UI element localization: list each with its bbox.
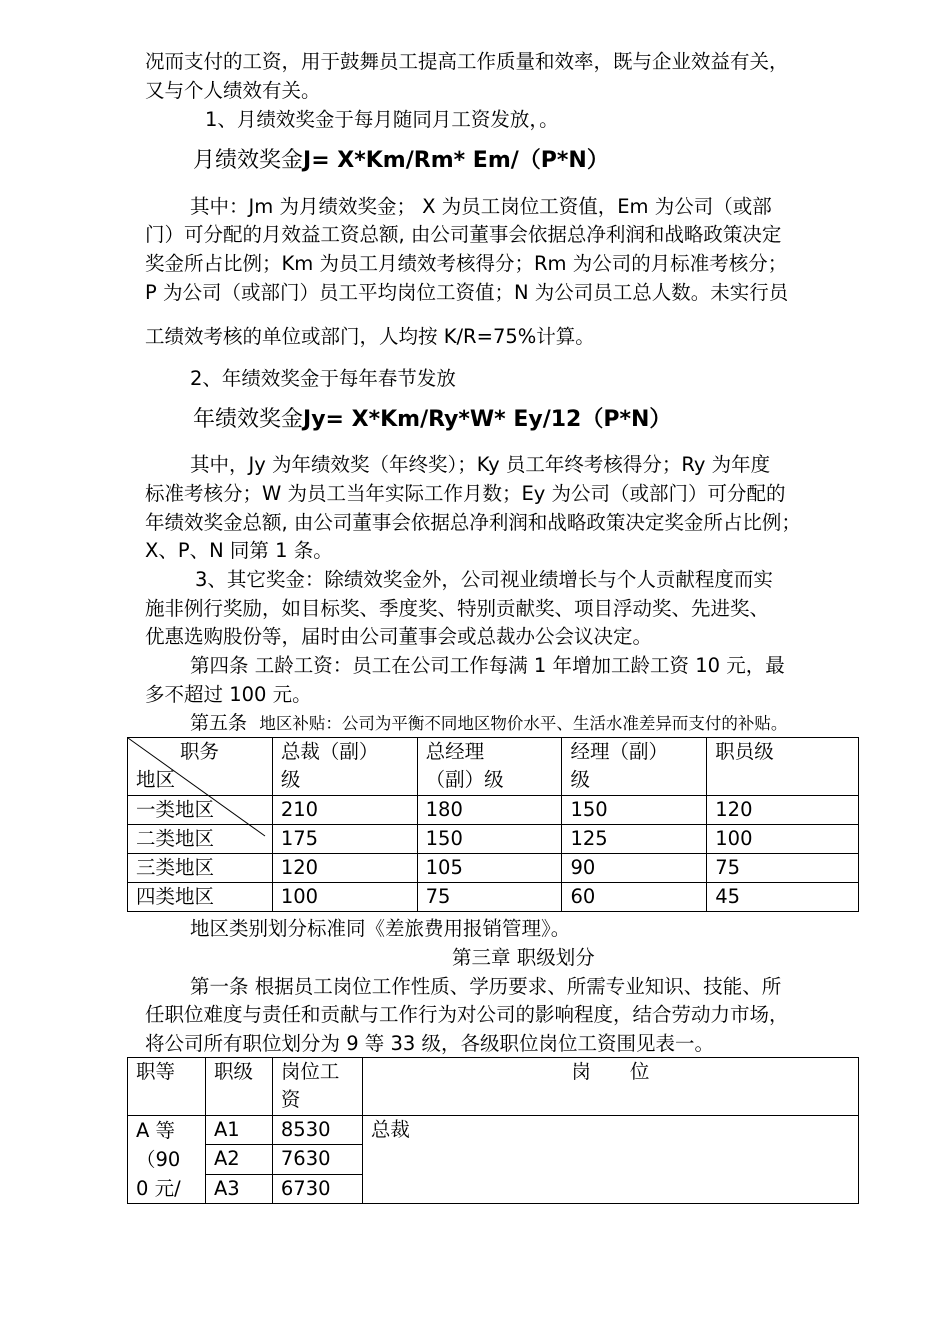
table-row: [128, 854, 859, 883]
position-cell: 总裁: [362, 1116, 858, 1204]
text-line: 地区类别划分标准同《差旅费用报销管理》。: [190, 917, 571, 940]
text-line: P 为公司（或部门）员工平均岗位工资值；N 为公司员工总人数。未实行员: [145, 281, 789, 304]
text-line: 任职位难度与责任和贡献与工作行为对公司的影响程度，结合劳动力市场，: [145, 1003, 789, 1026]
diagonal-line: [128, 738, 273, 838]
table-cell: 60: [562, 883, 707, 912]
text-line: 多不超过 100 元。: [145, 683, 312, 706]
row-label: 四类地区: [128, 883, 273, 912]
column-header: 岗 位: [362, 1058, 858, 1116]
column-header: 岗位工资: [272, 1058, 362, 1116]
text-line: 门）可分配的月效益工资总额, 由公司董事会依据总净利润和战略政策决定: [145, 223, 782, 246]
table-cell: 175: [272, 825, 417, 854]
row-label: 一类地区: [128, 796, 273, 825]
grade-salary-table: [127, 1057, 859, 1204]
text-line: 优惠选购股份等，届时由公司董事会或总裁办公会议决定。: [145, 625, 653, 648]
table-cell: A2: [205, 1145, 272, 1174]
table-cell: 180: [417, 796, 562, 825]
table-cell: 120: [272, 854, 417, 883]
text-line: 其中：Jm 为月绩效奖金； X 为员工岗位工资值，Em 为公司（或部: [190, 195, 772, 218]
row-label: 三类地区: [128, 854, 273, 883]
regional-subsidy-table: [127, 737, 859, 912]
text-line: 又与个人绩效有关。: [145, 79, 321, 102]
table-cell: 8530: [272, 1116, 362, 1145]
column-header: 经理（副） 级: [562, 738, 707, 796]
table-row: [128, 883, 859, 912]
text-line: 年绩效奖金总额, 由公司董事会依据总净利润和战略政策决定奖金所占比例；: [145, 511, 801, 534]
text-line: 3、其它奖金：除绩效奖金外，公司视业绩增长与个人贡献程度而实: [195, 568, 773, 591]
table-cell: 90: [562, 854, 707, 883]
column-header: 职等: [128, 1058, 206, 1116]
column-header: 职级: [205, 1058, 272, 1116]
text-line: 将公司所有职位划分为 9 等 33 级，各级职位岗位工资围见表一。: [145, 1032, 715, 1055]
table-cell: A1: [205, 1116, 272, 1145]
column-header: 职员级: [707, 738, 859, 796]
column-header: 总裁（副） 级: [272, 738, 417, 796]
column-header: 总经理 （副）级: [417, 738, 562, 796]
annual-bonus-formula: 年绩效奖金Jy= X*Km/Ry*W* Ey/12（P*N）: [193, 407, 672, 432]
table-cell: 100: [707, 825, 859, 854]
table-cell: 7630: [272, 1145, 362, 1174]
chapter-title: 第三章 职级划分: [452, 946, 595, 969]
table-cell: 210: [272, 796, 417, 825]
table-header-row: [128, 738, 859, 796]
text-line: 况而支付的工资，用于鼓舞员工提高工作质量和效率，既与企业效益有关，: [145, 50, 789, 73]
text-line: 1、月绩效奖金于每月随同月工资发放，。: [205, 108, 559, 131]
text-line: 其中，Jy 为年绩效奖（年终奖）；Ky 员工年终考核得分；Ry 为年度: [190, 453, 771, 476]
table-cell: 45: [707, 883, 859, 912]
text-line: X、P、N 同第 1 条。: [145, 539, 333, 562]
text-line: 施非例行奖励，如目标奖、季度奖、特别贡献奖、项目浮动奖、先进奖、: [145, 597, 770, 620]
text-line: 第四条 工龄工资：员工在公司工作每满 1 年增加工龄工资 10 元，最: [190, 654, 785, 677]
text-line: 奖金所占比例；Km 为员工月绩效考核得分；Rm 为公司的月标准考核分；: [145, 252, 788, 275]
table-cell: 125: [562, 825, 707, 854]
table-cell: 150: [562, 796, 707, 825]
table-row: [128, 1116, 859, 1145]
monthly-bonus-formula: 月绩效奖金J= X*Km/Rm* Em/（P*N）: [193, 148, 609, 173]
table-cell: 150: [417, 825, 562, 854]
grade-label-cell: A 等 （90 0 元/: [128, 1116, 206, 1204]
row-label: 二类地区: [128, 825, 273, 854]
table-cell: 75: [417, 883, 562, 912]
table-cell: 105: [417, 854, 562, 883]
article-five-line: 第五条 地区补贴：公司为平衡不同地区物价水平、生活水准差异而支付的补贴。: [190, 712, 788, 734]
text-line: 第一条 根据员工岗位工作性质、学历要求、所需专业知识、技能、所: [190, 975, 782, 998]
table-cell: A3: [205, 1174, 272, 1203]
table-cell: 120: [707, 796, 859, 825]
table-cell: 6730: [272, 1174, 362, 1203]
text-line: 标准考核分；W 为员工当年实际工作月数；Ey 为公司（或部门）可分配的: [145, 482, 786, 505]
diagonal-header-cell: 职务 地区: [128, 738, 273, 796]
text-line: 2、年绩效奖金于每年春节发放: [190, 367, 456, 390]
table-cell: 75: [707, 854, 859, 883]
table-cell: 100: [272, 883, 417, 912]
text-line: 工绩效考核的单位或部门，人均按 K/R=75%计算。: [145, 325, 595, 348]
table-header-row: [128, 1058, 859, 1116]
